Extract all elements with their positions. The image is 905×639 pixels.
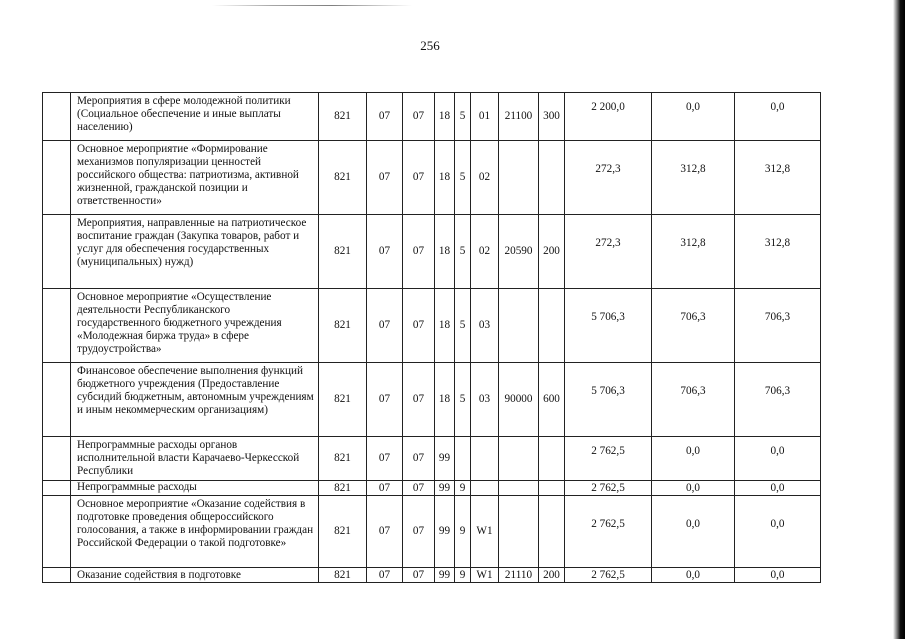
table-row	[43, 568, 821, 583]
row-name: Основное мероприятие «Формирование механизмов популяризации ценностей российского общества: патриотизма, активной жизненной, гражданской позиции и ответственности»	[71, 141, 319, 215]
row-name: Финансовое обеспечение выполнения функций бюджетного учреждения (Предоставление субсидий бюджетным, автономным учреждениям и иным некоммерческим организациям)	[71, 363, 319, 437]
section-code: 07	[367, 568, 403, 583]
subprogram-code: 5	[455, 289, 471, 363]
subprogram-code: 5	[455, 215, 471, 289]
section-code: 07	[367, 215, 403, 289]
ministry-code: 821	[319, 141, 367, 215]
ministry-code: 821	[319, 437, 367, 481]
blank-cell	[43, 93, 71, 141]
section-code: 07	[367, 289, 403, 363]
amount-3: 0,0	[735, 496, 821, 568]
subprogram-code: 5	[455, 363, 471, 437]
subsection-code: 07	[403, 141, 435, 215]
ministry-code: 821	[319, 496, 367, 568]
blank-cell	[43, 363, 71, 437]
table-row	[43, 215, 821, 289]
event-code: 02	[471, 215, 499, 289]
blank-cell	[43, 141, 71, 215]
program-code: 99	[435, 437, 455, 481]
amount-3: 0,0	[735, 93, 821, 141]
ministry-code: 821	[319, 289, 367, 363]
program-code: 18	[435, 363, 455, 437]
amount-1: 272,3	[565, 141, 652, 215]
program-code: 99	[435, 568, 455, 583]
expense-type-code	[539, 481, 565, 496]
row-name: Непрограммные расходы	[71, 481, 319, 496]
event-code	[471, 437, 499, 481]
program-code: 18	[435, 289, 455, 363]
event-code: W1	[471, 496, 499, 568]
direction-code	[499, 437, 539, 481]
row-name: Мероприятия в сфере молодежной политики (Социальное обеспечение и иные выплаты населению)	[71, 93, 319, 141]
expense-type-code: 600	[539, 363, 565, 437]
direction-code	[499, 496, 539, 568]
subprogram-code: 5	[455, 141, 471, 215]
expense-type-code	[539, 496, 565, 568]
amount-1: 5 706,3	[565, 363, 652, 437]
table-row	[43, 496, 821, 568]
blank-cell	[43, 437, 71, 481]
event-code	[471, 481, 499, 496]
direction-code	[499, 141, 539, 215]
program-code: 18	[435, 93, 455, 141]
subsection-code: 07	[403, 496, 435, 568]
amount-2: 0,0	[652, 437, 735, 481]
event-code: 03	[471, 363, 499, 437]
ministry-code: 821	[319, 363, 367, 437]
amount-2: 706,3	[652, 363, 735, 437]
blank-cell	[43, 568, 71, 583]
ministry-code: 821	[319, 215, 367, 289]
subsection-code: 07	[403, 437, 435, 481]
section-code: 07	[367, 93, 403, 141]
expense-type-code	[539, 437, 565, 481]
section-code: 07	[367, 481, 403, 496]
budget-table	[42, 92, 821, 583]
program-code: 99	[435, 496, 455, 568]
amount-2: 706,3	[652, 289, 735, 363]
ministry-code: 821	[319, 481, 367, 496]
subsection-code: 07	[403, 568, 435, 583]
direction-code	[499, 289, 539, 363]
row-name: Непрограммные расходы органов исполнительной власти Карачаево-Черкесской Республики	[71, 437, 319, 481]
amount-1: 2 762,5	[565, 437, 652, 481]
amount-3: 0,0	[735, 437, 821, 481]
expense-type-code: 200	[539, 215, 565, 289]
table-row	[43, 363, 821, 437]
section-code: 07	[367, 496, 403, 568]
row-name: Основное мероприятие «Осуществление деятельности Республиканского государственного бюджетного учреждения «Молодежная биржа труда» в сфере трудоустройства»	[71, 289, 319, 363]
amount-2: 0,0	[652, 568, 735, 583]
direction-code: 21110	[499, 568, 539, 583]
subsection-code: 07	[403, 289, 435, 363]
amount-2: 0,0	[652, 496, 735, 568]
amount-3: 312,8	[735, 141, 821, 215]
blank-cell	[43, 481, 71, 496]
amount-2: 0,0	[652, 93, 735, 141]
row-name: Основное мероприятие «Оказание содействия в подготовке проведения общероссийского голосования, а также в информировании граждан Российской Федерации о такой подготовке»	[71, 496, 319, 568]
row-name: Мероприятия, направленные на патриотическое воспитание граждан (Закупка товаров, работ и услуг для обеспечения государственных (муниципальных) нужд)	[71, 215, 319, 289]
table-row	[43, 481, 821, 496]
ministry-code: 821	[319, 93, 367, 141]
table-row	[43, 93, 821, 141]
subprogram-code: 9	[455, 481, 471, 496]
event-code: W1	[471, 568, 499, 583]
amount-1: 2 762,5	[565, 496, 652, 568]
subsection-code: 07	[403, 93, 435, 141]
expense-type-code: 300	[539, 93, 565, 141]
subprogram-code: 5	[455, 93, 471, 141]
amount-3: 706,3	[735, 363, 821, 437]
amount-2: 312,8	[652, 215, 735, 289]
ministry-code: 821	[319, 568, 367, 583]
blank-cell	[43, 496, 71, 568]
subprogram-code	[455, 437, 471, 481]
event-code: 01	[471, 93, 499, 141]
section-code: 07	[367, 437, 403, 481]
direction-code: 21100	[499, 93, 539, 141]
program-code: 18	[435, 215, 455, 289]
table-row	[43, 437, 821, 481]
amount-3: 0,0	[735, 568, 821, 583]
amount-3: 312,8	[735, 215, 821, 289]
subprogram-code: 9	[455, 496, 471, 568]
event-code: 03	[471, 289, 499, 363]
amount-1: 2 762,5	[565, 568, 652, 583]
amount-1: 272,3	[565, 215, 652, 289]
expense-type-code	[539, 141, 565, 215]
table-row	[43, 141, 821, 215]
blank-cell	[43, 215, 71, 289]
scan-edge-shadow	[893, 0, 905, 639]
direction-code	[499, 481, 539, 496]
amount-2: 312,8	[652, 141, 735, 215]
amount-3: 706,3	[735, 289, 821, 363]
page-number: 256	[420, 38, 440, 53]
table-row	[43, 289, 821, 363]
amount-1: 2 200,0	[565, 93, 652, 141]
direction-code: 20590	[499, 215, 539, 289]
subsection-code: 07	[403, 363, 435, 437]
scan-artifact-line	[212, 5, 412, 6]
expense-type-code: 200	[539, 568, 565, 583]
amount-1: 5 706,3	[565, 289, 652, 363]
blank-cell	[43, 289, 71, 363]
program-code: 99	[435, 481, 455, 496]
expense-type-code	[539, 289, 565, 363]
section-code: 07	[367, 363, 403, 437]
subprogram-code: 9	[455, 568, 471, 583]
amount-2: 0,0	[652, 481, 735, 496]
amount-1: 2 762,5	[565, 481, 652, 496]
program-code: 18	[435, 141, 455, 215]
amount-3: 0,0	[735, 481, 821, 496]
subsection-code: 07	[403, 481, 435, 496]
section-code: 07	[367, 141, 403, 215]
event-code: 02	[471, 141, 499, 215]
row-name: Оказание содействия в подготовке	[71, 568, 319, 583]
direction-code: 90000	[499, 363, 539, 437]
subsection-code: 07	[403, 215, 435, 289]
